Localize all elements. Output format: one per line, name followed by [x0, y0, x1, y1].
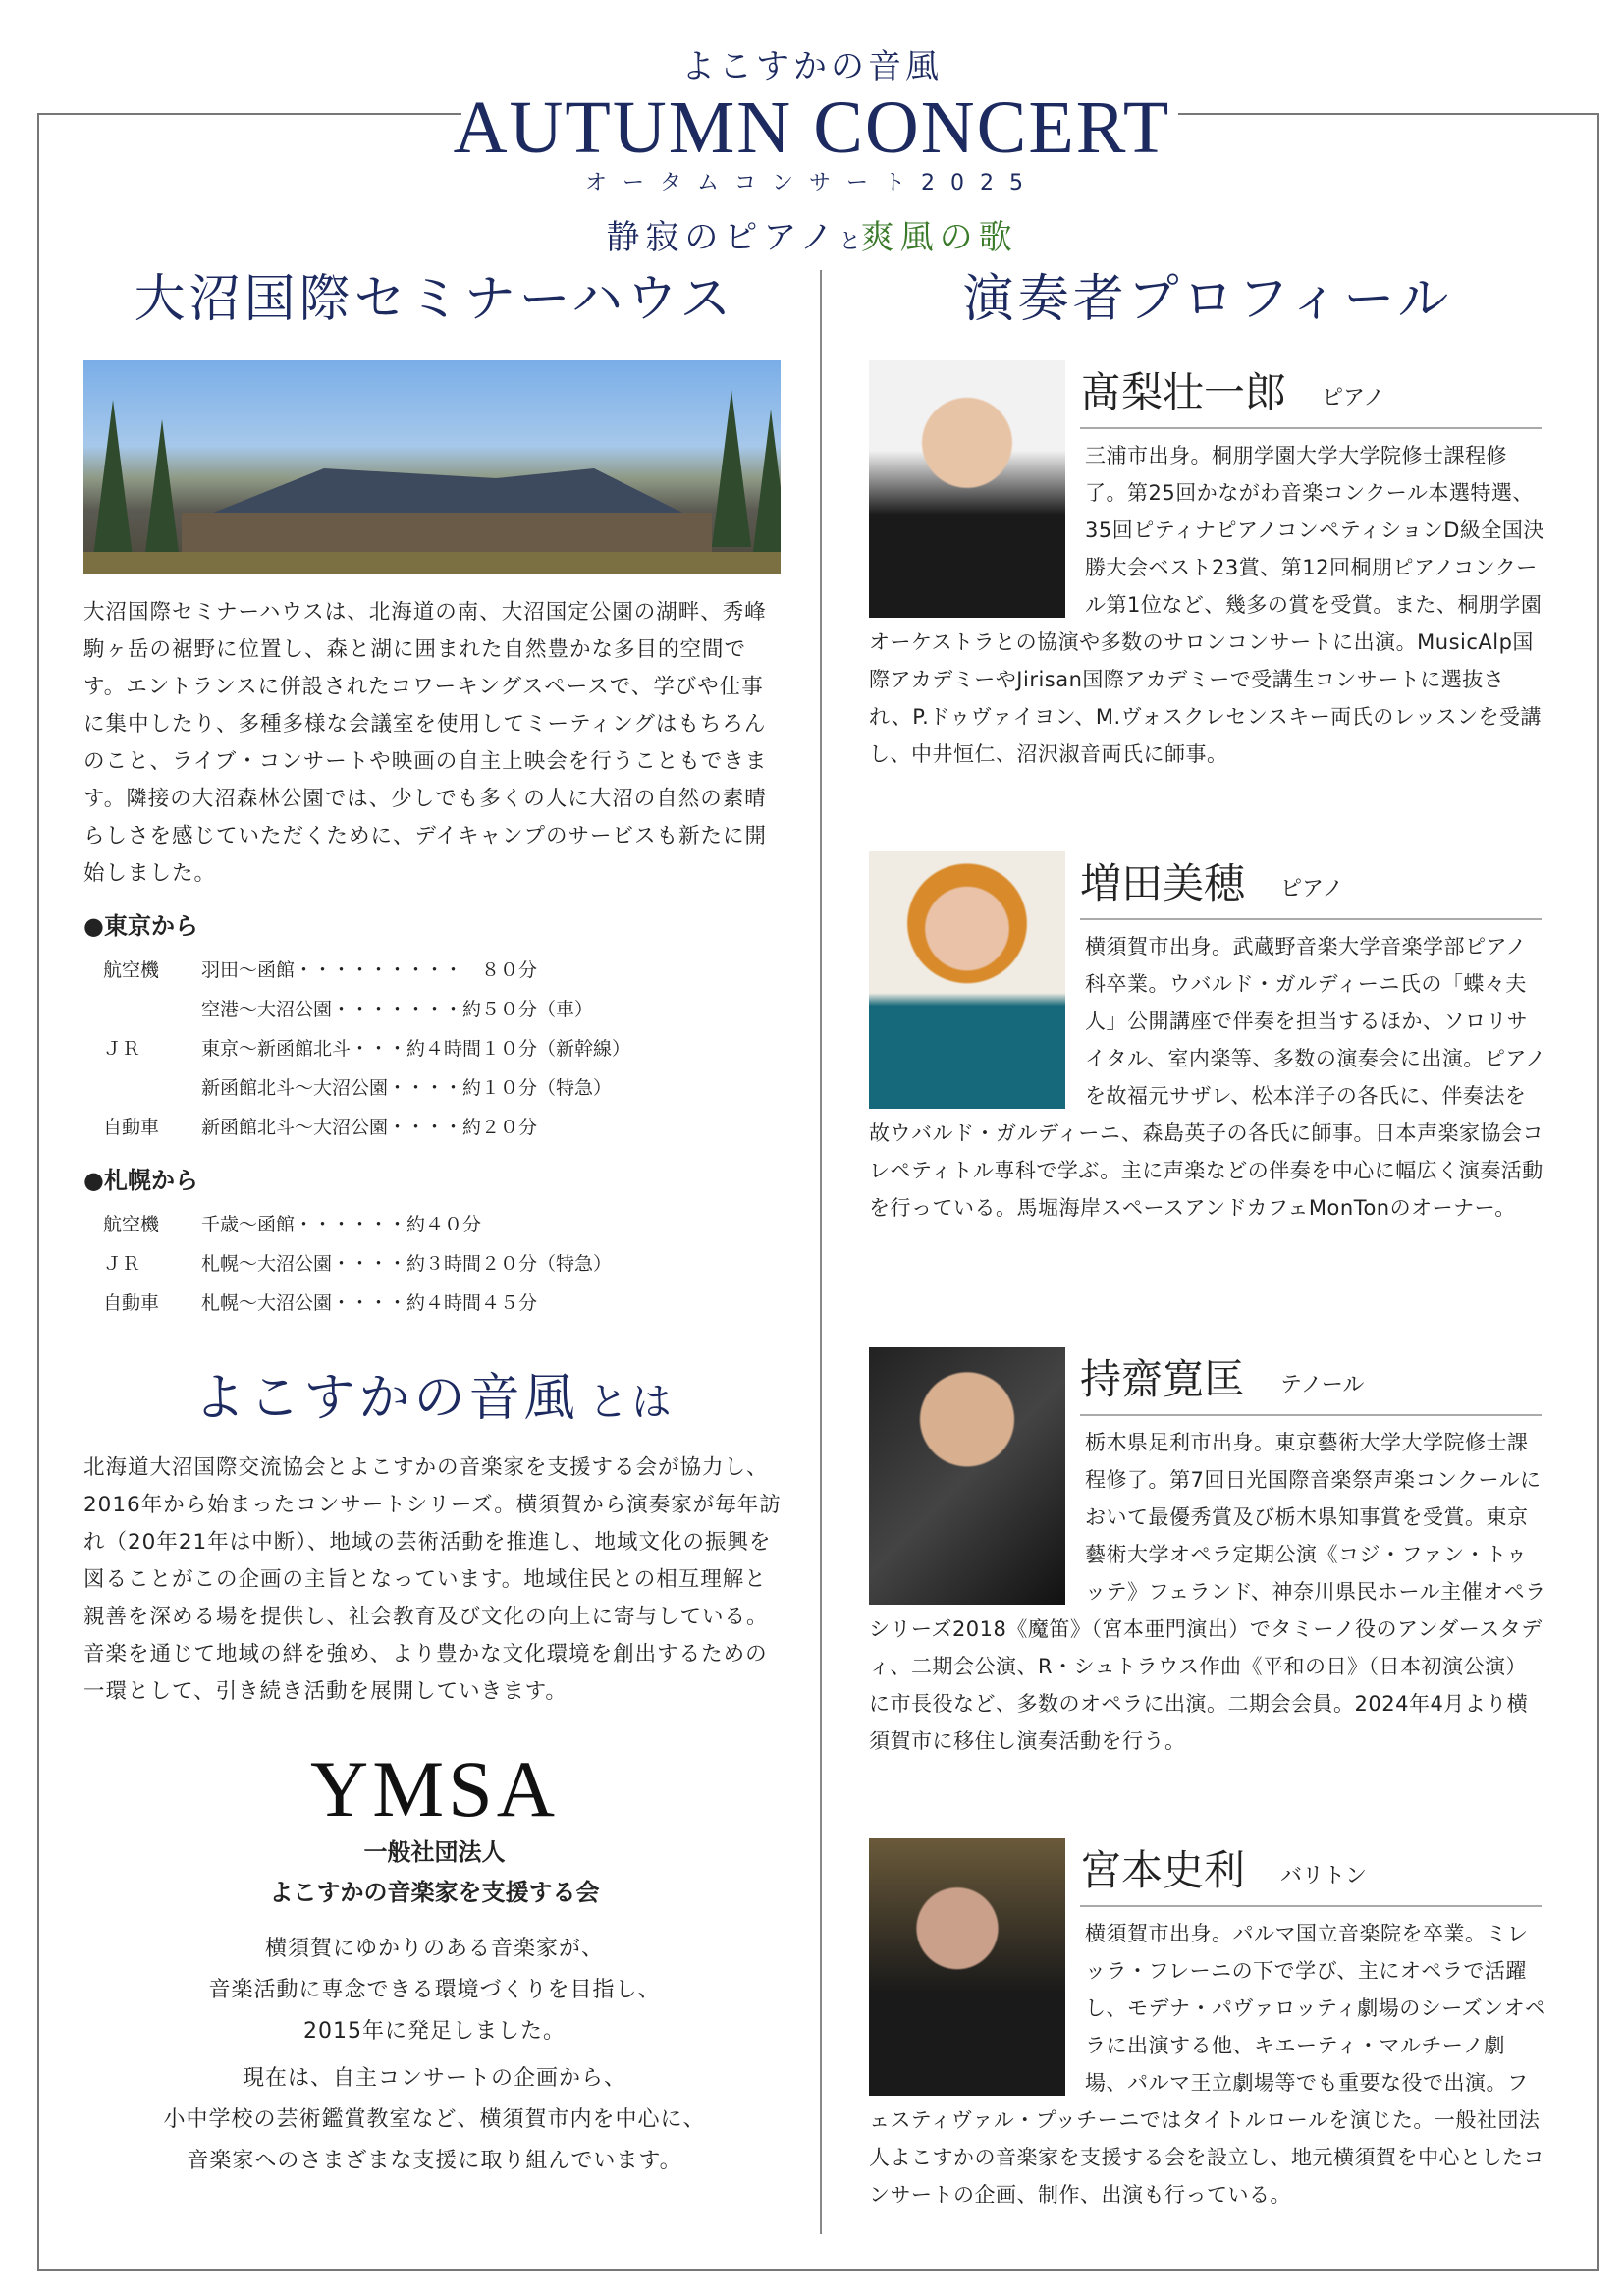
ymsa-msg-line: 音楽活動に専念できる環境づくりを目指し、 — [208, 1978, 661, 2002]
mode: 自動車 — [103, 1117, 160, 1138]
performer-bio-text: 三浦市出身。桐朋学園大学大学院修士課程修了。第25回かながわ音楽コンクール本選特選、35回ピティナピアノコンペティションD級全国決勝大会ベスト23賞、第12回桐朋ピアノコンクール第1位など、幾多の賞を受賞。また、桐朋学園オーケストラとの協演や多数のサロンコンサートに出演。MusicAlp国際アカデミーやJirisan国際アカデミーで受講生コンサートに選抜され、P.ドゥヴァイヨン、M.ヴォスクレセンスキー両氏のレッスンを受講し、中井恒仁、沼沢淑音両氏に師事。 — [869, 444, 1544, 766]
column-divider — [820, 270, 822, 2234]
performer-instrument: テノール — [1280, 1372, 1365, 1397]
tree-image — [712, 390, 751, 547]
route: 空港〜大沼公園・・・・・・・約５０分（車） — [201, 999, 594, 1020]
table-row — [103, 1108, 630, 1147]
performer-2 — [869, 851, 1546, 1284]
access-tokyo-table — [103, 951, 630, 1147]
access-sapporo-label: ●札幌から — [83, 1167, 198, 1194]
about-heading-main: よこすかの音風 — [193, 1369, 579, 1428]
float-spacer — [869, 437, 1085, 624]
theme-song: 爽風の歌 — [860, 218, 1018, 257]
access-tokyo-label: ●東京から — [83, 912, 198, 940]
performer-3 — [869, 1347, 1546, 1789]
performer-4 — [869, 1838, 1546, 2270]
table-row — [103, 990, 630, 1029]
float-spacer — [869, 1424, 1085, 1611]
performer-instrument: バリトン — [1280, 1863, 1368, 1888]
roof-image — [201, 468, 692, 518]
ymsa-msg-line: 音楽家へのさまざまな支援に取り組んでいます。 — [187, 2149, 682, 2173]
performer-name-text: 増田美穂 — [1080, 859, 1246, 907]
venue-description: 大沼国際セミナーハウスは、北海道の南、大沼国定公園の湖畔、秀峰駒ヶ岳の裾野に位置し、森と湖に囲まれた自然豊かな多目的空間です。エントランスに併設されたコワーキングスペースで、学びや仕事に集中したり、多種多様な会議室を使用してミーティングはもちろんのこと、ライブ・コンサートや映画の自主上映会を行うこともできます。隣接の大沼森林公園では、少しでも多くの人に大沼の自然の素晴らしさを感じていただくために、デイキャンプのサービスも新たに開始しました。 — [83, 600, 768, 886]
header-title: AUTUMN CONCERT — [453, 86, 1171, 169]
float-spacer — [869, 928, 1085, 1115]
about-heading-suffix: とは — [588, 1380, 676, 1425]
venue-heading: 大沼国際セミナーハウス — [134, 270, 735, 329]
mode: ＪＲ — [103, 1038, 141, 1060]
header-subtitle: よこすかの音風 — [681, 47, 943, 86]
theme-and: と — [839, 230, 861, 254]
table-row — [103, 1029, 630, 1068]
table-row — [103, 1284, 612, 1323]
ymsa-msg-line: 2015年に発足しました。 — [303, 2019, 566, 2044]
header — [0, 39, 1624, 258]
table-row — [103, 1068, 630, 1108]
performer-name — [1080, 1347, 1542, 1416]
performer-instrument: ピアノ — [1280, 876, 1344, 902]
performer-bio — [869, 928, 1546, 1227]
performer-name-text: 髙梨壮一郎 — [1080, 368, 1287, 416]
float-spacer — [869, 1915, 1085, 2102]
table-row — [103, 951, 630, 990]
ymsa-message — [83, 1929, 785, 2182]
ymsa-msg-line: 現在は、自主コンサートの企画から、 — [242, 2066, 626, 2091]
route: 札幌〜大沼公園・・・・約４時間４５分 — [201, 1292, 538, 1314]
performer-bio — [869, 1424, 1546, 1760]
performer-name — [1080, 360, 1542, 429]
table-row — [103, 1244, 612, 1284]
route: 札幌〜大沼公園・・・・約３時間２０分（特急） — [201, 1253, 613, 1275]
performer-bio-text: 横須賀市出身。パルマ国立音楽院を卒業。ミレッラ・フレーニの下で学び、主にオペラで活躍し、モデナ・パヴァロッティ劇場のシーズンオペラに出演する他、キエーティ・マルチーノ劇場、パルマ王立劇場等でも重要な役で出演。フェスティヴァル・プッチーニではタイトルロールを演じた。一般社団法人よこすかの音楽家を支援する会を設立し、地元横須賀を中心としたコンサートの企画、制作、出演も行っている。 — [869, 1922, 1546, 2207]
mode — [103, 1068, 201, 1108]
performer-name — [1080, 851, 1542, 920]
ground-image — [83, 552, 781, 574]
header-theme — [0, 210, 1624, 258]
building-image — [182, 513, 712, 557]
profiles-heading: 演奏者プロフィール — [962, 270, 1453, 329]
performer-name-text: 持齋寛匡 — [1080, 1355, 1246, 1403]
route: 東京〜新函館北斗・・・約４時間１０分（新幹線） — [201, 1038, 631, 1060]
header-kana: オータムコンサート2025 — [585, 171, 1039, 195]
ymsa-msg-line: 小中学校の芸術鑑賞教室など、横須賀市内を中心に、 — [163, 2107, 706, 2132]
tree-image — [93, 400, 133, 557]
performer-bio-text: 栃木県足利市出身。東京藝術大学大学院修士課程修了。第7回日光国際音楽祭声楽コンクールにおいて最優秀賞及び栃木県知事賞を受賞。東京藝術大学オペラ定期公演《コジ・ファン・トゥッテ》フェランド、神奈川県民ホール主催オペラシリーズ2018《魔笛》（宮本亜門演出）でタミーノ役のアンダースタディ、二期会公演、R・シュトラウス作曲《平和の日》（日本初演公演）に市長役など、多数のオペラに出演。二期会会員。2024年4月より横須賀市に移住し演奏活動を行う。 — [869, 1431, 1546, 1753]
table-row — [103, 1205, 612, 1244]
mode — [103, 990, 201, 1029]
ymsa-msg-line: 横須賀にゆかりのある音楽家が、 — [264, 1937, 604, 1961]
mode: 航空機 — [103, 1214, 160, 1235]
performer-bio-text: 横須賀市出身。武蔵野音楽大学音楽学部ピアノ科卒業。ウバルド・ガルディーニ氏の「蝶々夫人」公開講座で伴奏を担当するほか、ソロリサイタル、室内楽等、多数の演奏会に出演。ピアノを故福元サザレ、松本洋子の各氏に、伴奏法を故ウバルド・ガルディーニ、森島英子の各氏に師事。日本声楽家協会コレペティトル専科で学ぶ。主に声楽などの伴奏を中心に幅広く演奏活動を行っている。馬堀海岸スペースアンドカフェMonTonのオーナー。 — [869, 935, 1546, 1220]
performer-bio — [869, 437, 1546, 773]
ymsa-org-name: よこすかの音楽家を支援する会 — [269, 1878, 600, 1906]
mode: 航空機 — [103, 959, 160, 981]
left-column — [83, 257, 785, 2182]
ymsa-logo: YMSA — [310, 1744, 559, 1833]
route: 新函館北斗〜大沼公園・・・・約１０分（特急） — [201, 1077, 613, 1099]
route: 千歳〜函館・・・・・・約４０分 — [201, 1214, 482, 1235]
ymsa-org-type: 一般社団法人 — [363, 1837, 506, 1866]
ymsa-block — [83, 1744, 785, 2182]
theme-piano: 静寂のピアノ — [606, 218, 839, 257]
right-column — [869, 257, 1546, 2261]
venue-photo — [83, 360, 781, 574]
about-heading — [83, 1356, 785, 1430]
performer-name — [1080, 1838, 1542, 1907]
access-sapporo-table — [103, 1205, 612, 1323]
tree-image — [751, 410, 781, 567]
mode: 自動車 — [103, 1292, 160, 1314]
route: 新函館北斗〜大沼公園・・・・約２０分 — [201, 1117, 538, 1138]
performer-1 — [869, 360, 1546, 793]
mode: ＪＲ — [103, 1253, 141, 1275]
route: 羽田〜函館・・・・・・・・・ ８０分 — [201, 959, 538, 981]
access-info — [83, 906, 785, 1323]
about-text: 北海道大沼国際交流協会とよこすかの音楽家を支援する会が協力し、2016年から始まったコンサートシリーズ。横須賀から演奏家が毎年訪れ（20年21年は中断）、地域の芸術活動を推進し、地域文化の振興を図ることがこの企画の主旨となっています。地域住民との相互理解と親善を深める場を提供し、社会教育及び文化の向上に寄与している。音楽を通じて地域の絆を強め、より豊かな文化環境を創出するための一環として、引き続き活動を展開していきます。 — [83, 1455, 782, 1704]
performer-instrument: ピアノ — [1322, 385, 1385, 410]
performer-name-text: 宮本史利 — [1080, 1846, 1246, 1894]
performer-bio — [869, 1915, 1546, 2214]
